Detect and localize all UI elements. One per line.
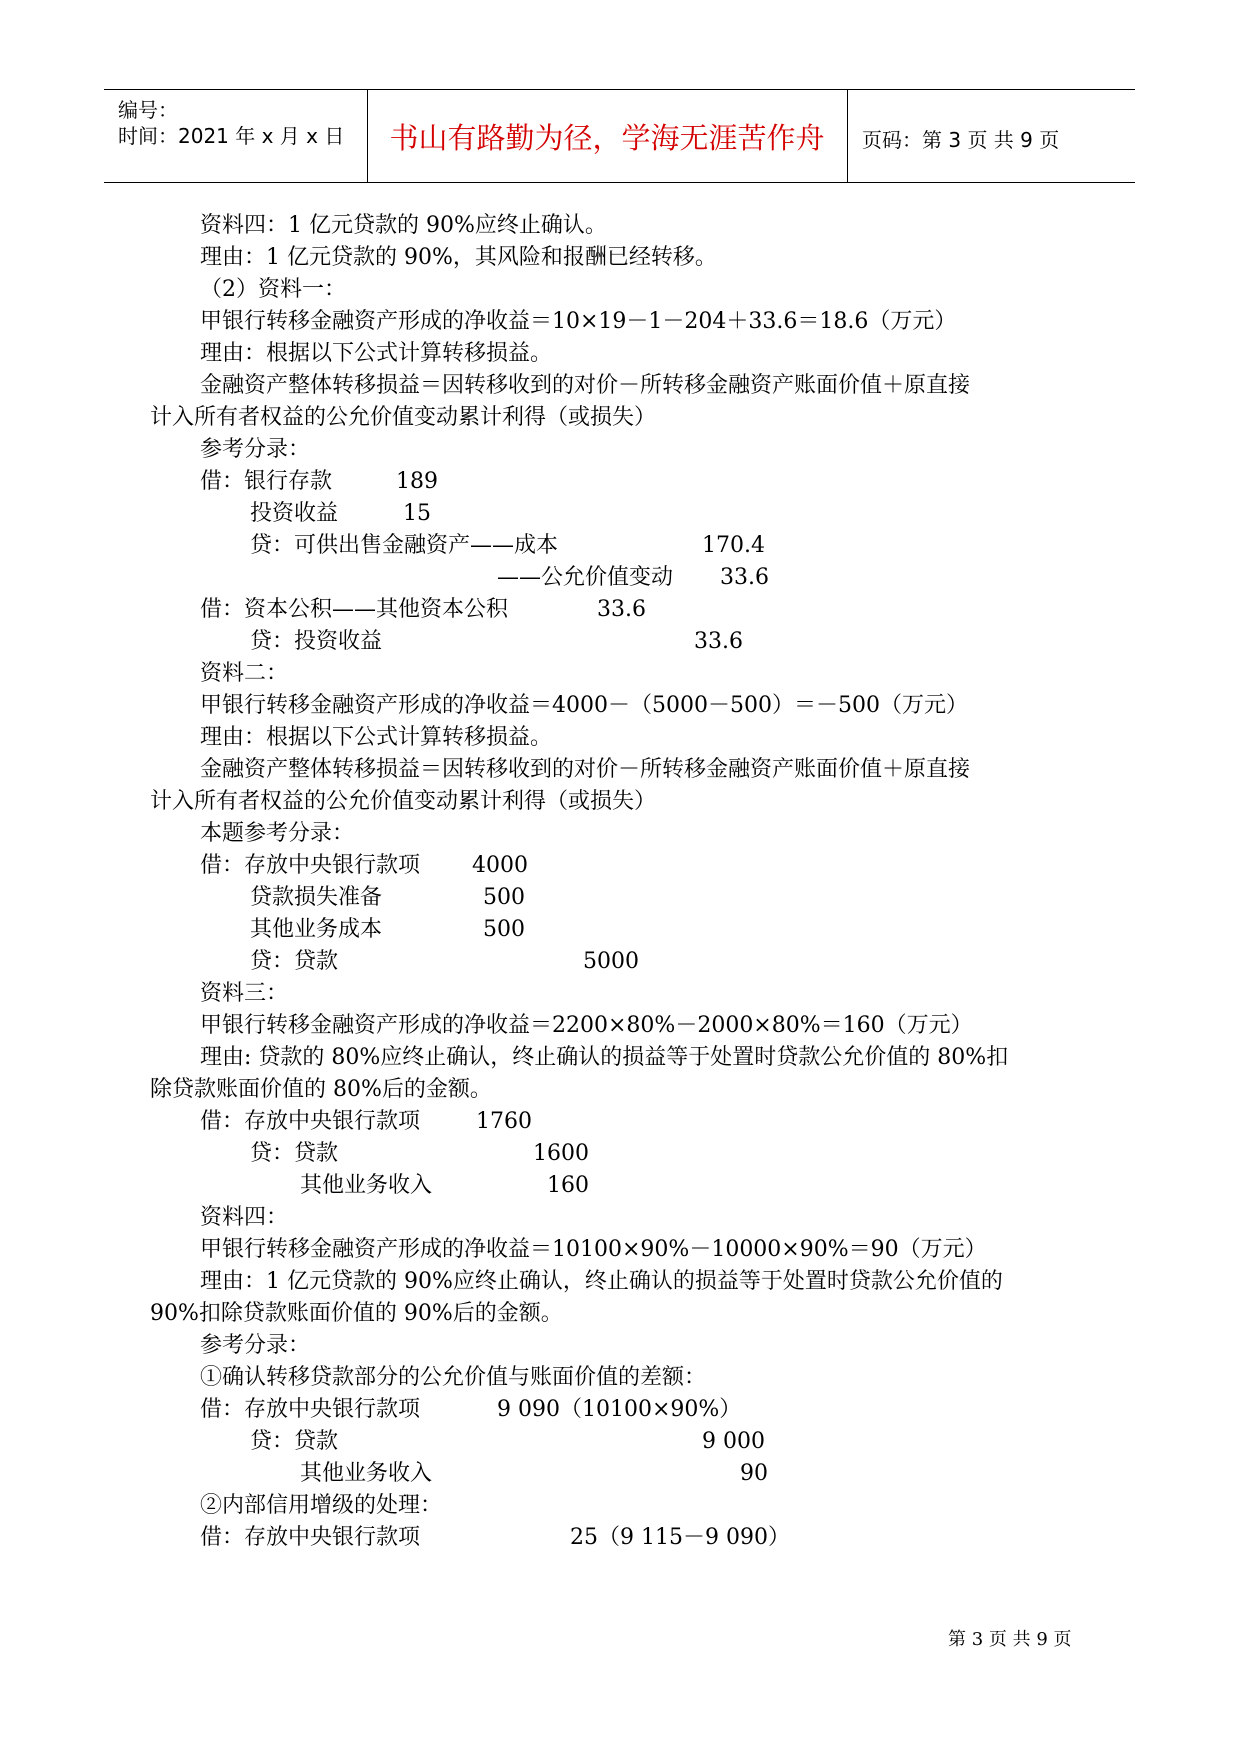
text-line: 90%扣除贷款账面价值的 90%后的金额。 xyxy=(150,1301,563,1326)
entry-account: 贷款损失准备 xyxy=(250,885,383,910)
entry-amount: 25（9 115－9 090） xyxy=(570,1525,790,1550)
header-number-label: 编号： xyxy=(118,98,178,122)
text-line: 金融资产整体转移损益＝因转移收到的对价－所转移金融资产账面价值＋原直接 xyxy=(200,757,971,782)
entry-amount: 33.6 xyxy=(694,629,743,654)
text-line: 计入所有者权益的公允价值变动累计利得（或损失） xyxy=(150,789,657,814)
text-line: 甲银行转移金融资产形成的净收益＝2200×80%－2000×80%＝160（万元） xyxy=(200,1013,973,1038)
entry-amount: 33.6 xyxy=(597,597,646,622)
entry-amount: 500 xyxy=(483,885,525,910)
entry-amount: 90 xyxy=(740,1461,768,1486)
entry-amount: 189 xyxy=(396,469,438,494)
text-line: 理由：根据以下公式计算转移损益。 xyxy=(200,341,553,366)
entry-amount: 9 090（10100×90%） xyxy=(497,1397,742,1422)
entry-amount: 5000 xyxy=(583,949,639,974)
header-divider-right xyxy=(847,90,848,183)
text-line: 资料四：1 亿元贷款的 90%应终止确认。 xyxy=(200,213,607,238)
text-line: （2）资料一： xyxy=(200,277,346,302)
entry-amount: 1600 xyxy=(533,1141,589,1166)
text-line: 资料四： xyxy=(200,1205,289,1230)
entry-account: 贷：贷款 xyxy=(250,1141,339,1166)
entry-account: 贷：可供出售金融资产——成本 xyxy=(250,533,559,558)
entry-account: 借：存放中央银行款项 xyxy=(200,853,421,878)
text-line: 理由：根据以下公式计算转移损益。 xyxy=(200,725,553,750)
text-line: 除贷款账面价值的 80%后的金额。 xyxy=(150,1077,492,1102)
entry-account: ——公允价值变动 xyxy=(497,565,674,590)
entry-account: 其他业务成本 xyxy=(250,917,383,942)
header-bottom-rule xyxy=(104,182,1135,183)
entry-account: 投资收益 xyxy=(250,501,339,526)
text-line: 资料二： xyxy=(200,661,289,686)
header-top-rule xyxy=(104,89,1135,90)
text-line: 甲银行转移金融资产形成的净收益＝10×19－1－204＋33.6＝18.6（万元） xyxy=(200,309,957,334)
header-slogan: 书山有路勤为径，学海无涯苦作舟 xyxy=(389,121,825,155)
text-line: 甲银行转移金融资产形成的净收益＝10100×90%－10000×90%＝90（万元） xyxy=(200,1237,987,1262)
text-line: 资料三： xyxy=(200,981,289,1006)
entry-amount: 15 xyxy=(403,501,431,526)
text-line: 理由：1 亿元贷款的 90%应终止确认，终止确认的损益等于处置时贷款公允价值的 xyxy=(200,1269,1003,1294)
text-line: 参考分录： xyxy=(200,1333,311,1358)
text-line: ①确认转移贷款部分的公允价值与账面价值的差额： xyxy=(200,1365,707,1390)
text-line: 理由: 贷款的 80%应终止确认，终止确认的损益等于处置时贷款公允价值的 80%扣 xyxy=(200,1045,1009,1070)
text-line: 参考分录： xyxy=(200,437,311,462)
entry-amount: 500 xyxy=(483,917,525,942)
entry-amount: 33.6 xyxy=(720,565,769,590)
text-line: 本题参考分录： xyxy=(200,821,355,846)
entry-amount: 1760 xyxy=(476,1109,532,1134)
entry-account: 借：存放中央银行款项 xyxy=(200,1109,421,1134)
entry-account: 贷：贷款 xyxy=(250,1429,339,1454)
text-line: 甲银行转移金融资产形成的净收益＝4000－（5000－500）＝－500（万元） xyxy=(200,693,968,718)
entry-account: 借：资本公积——其他资本公积 xyxy=(200,597,509,622)
entry-account: 借：存放中央银行款项 xyxy=(200,1397,421,1422)
header-time-label: 时间：2021 年 x 月 x 日 xyxy=(118,124,345,148)
entry-account: 借：银行存款 xyxy=(200,469,333,494)
entry-amount: 4000 xyxy=(472,853,528,878)
header-page-code: 页码：第 3 页 共 9 页 xyxy=(862,128,1060,152)
entry-account: 其他业务收入 xyxy=(300,1461,433,1486)
entry-account: 其他业务收入 xyxy=(300,1173,433,1198)
text-line: ②内部信用增级的处理： xyxy=(200,1493,443,1518)
entry-amount: 9 000 xyxy=(702,1429,765,1454)
entry-account: 贷：投资收益 xyxy=(250,629,383,654)
entry-account: 贷：贷款 xyxy=(250,949,339,974)
entry-account: 借：存放中央银行款项 xyxy=(200,1525,421,1550)
text-line: 金融资产整体转移损益＝因转移收到的对价－所转移金融资产账面价值＋原直接 xyxy=(200,373,971,398)
page-footer: 第 3 页 共 9 页 xyxy=(948,1629,1072,1650)
entry-amount: 170.4 xyxy=(702,533,765,558)
text-line: 理由：1 亿元贷款的 90%，其风险和报酬已经转移。 xyxy=(200,245,717,270)
text-line: 计入所有者权益的公允价值变动累计利得（或损失） xyxy=(150,405,657,430)
entry-amount: 160 xyxy=(547,1173,589,1198)
